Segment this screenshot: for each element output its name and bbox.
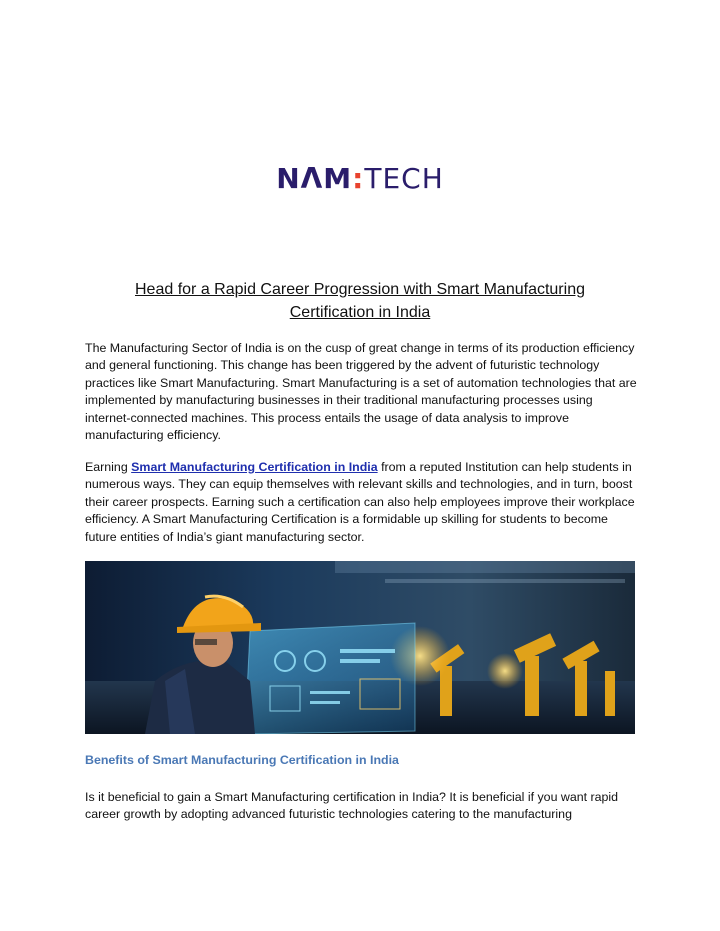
paragraph-text-before: Earning (85, 460, 132, 474)
logo-nam: NΛM (276, 162, 353, 195)
page-title: Head for a Rapid Career Progression with Smart Manufacturing Certification in India (135, 281, 585, 321)
logo-tech: TECH (364, 162, 444, 195)
certification-link[interactable]: Smart Manufacturing Certification in India (131, 460, 378, 474)
benefits-heading: Benefits of Smart Manufacturing Certification in India (85, 753, 399, 767)
logo-colon: : (352, 162, 365, 195)
benefits-paragraph: Is it beneficial to gain a Smart Manufacturing certification in India? It is beneficial if you want rapid career growth by adopting advanced futuristic technologies catering to the manufacturing (85, 790, 619, 822)
hero-image (85, 561, 635, 734)
namtech-logo (0, 163, 720, 195)
factory-worker-illustration (85, 561, 635, 734)
paragraph-text-after: from a reputed Institution can help students in numerous ways. They can equip themselves with relevant skills and technologies, and in turn, boost their career prospects. Earning such a certification can also help employees improve their workplace efficiency. A Smart Manufacturing Certification is a formidable up skilling for students to become future entities of India’s giant manufacturing sector. (85, 460, 635, 544)
certification-paragraph (85, 459, 637, 546)
intro-paragraph: The Manufacturing Sector of India is on the cusp of great change in terms of its production efficiency and general functioning. This change has been triggered by the advent of futuristic technology practices like Smart Manufacturing. Smart Manufacturing is a set of automation technologies that are implemented by manufacturing businesses in their traditional manufacturing processes using internet-connected machines. This process entails the usage of data analysis to improve manufacturing efficiency. (85, 341, 637, 443)
